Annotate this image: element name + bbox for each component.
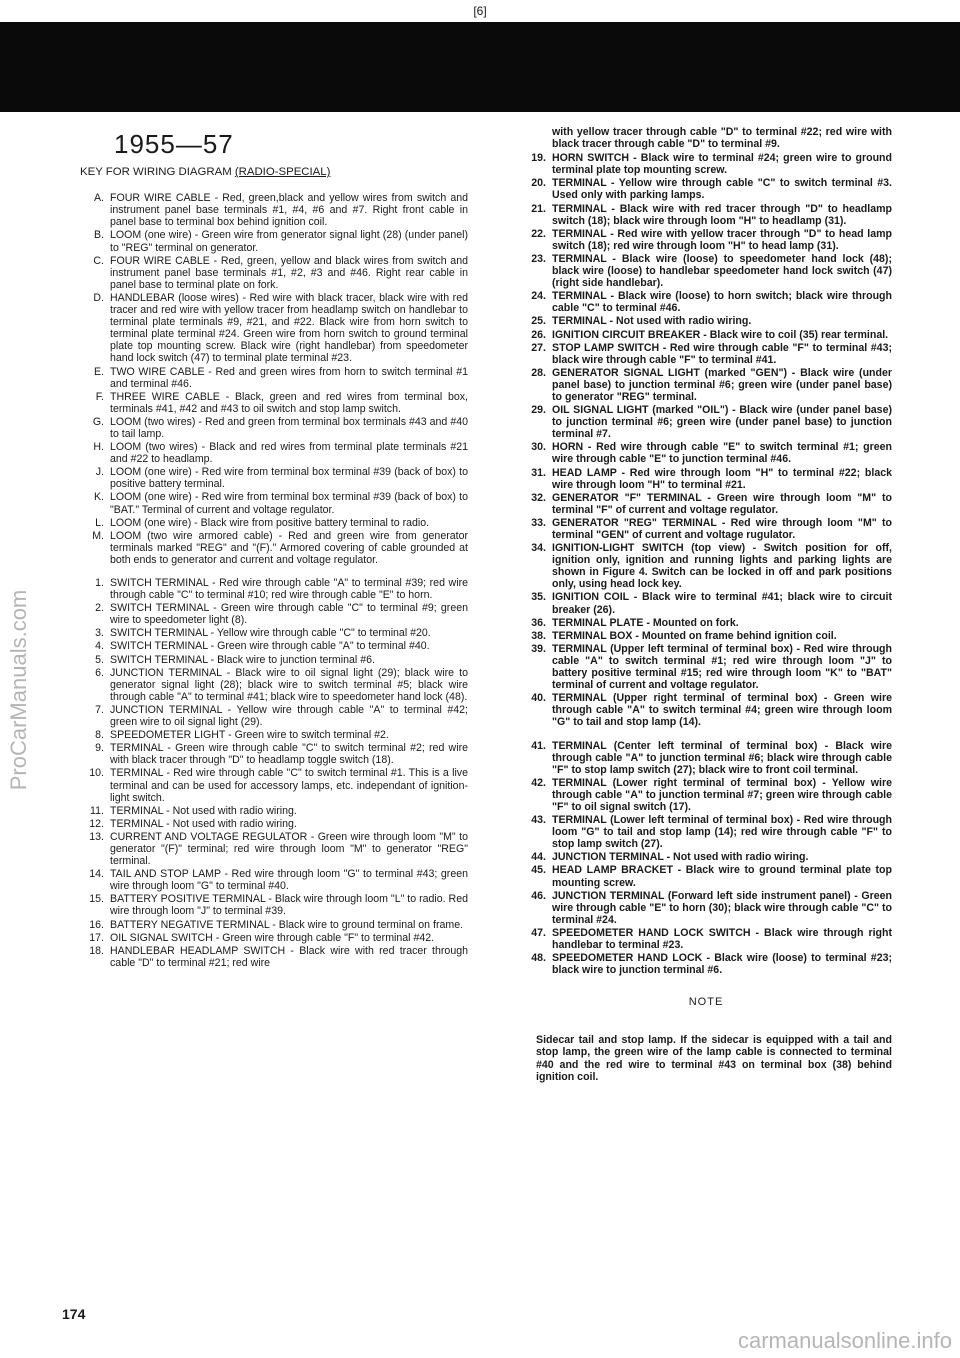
list-item: [78, 192, 468, 228]
item-text: TERMINAL - Black wire (loose) to speedometer hand lock (48); black wire (loose) to handlebar speedometer hand lock switch (47) (right side handlebar).: [552, 252, 892, 290]
item-text: LOOM (one wire) - Red wire from terminal box terminal #39 (back of box) to "BAT." Terminal of current and voltage regulator.: [110, 491, 468, 516]
list-item: [78, 441, 468, 465]
list-item: [520, 692, 892, 728]
item-number: M.: [92, 529, 104, 542]
item-number: 18.: [89, 944, 104, 957]
list-item: [520, 342, 892, 366]
item-number: 9.: [95, 742, 104, 755]
item-text: IGNITION CIRCUIT BREAKER - Black wire to coil (35) rear terminal.: [552, 328, 889, 341]
item-number: 21.: [531, 202, 546, 215]
list-item: [520, 329, 892, 341]
list-item: [520, 777, 892, 813]
item-number: 19.: [531, 152, 546, 165]
list-item: [520, 467, 892, 491]
item-text: IGNITION-LIGHT SWITCH (top view) - Switch position for off, ignition only, ignition and running lights and parking lights are shown in Figure 4. Switch can be locked in off and park positions only, using head lock key.: [552, 542, 892, 591]
item-text: BATTERY NEGATIVE TERMINAL - Black wire to ground terminal on frame.: [110, 918, 464, 931]
item-text: OIL SIGNAL SWITCH - Green wire through cable "F" to terminal #42.: [110, 931, 435, 944]
key-title: [80, 166, 468, 178]
list-item: [78, 640, 468, 652]
item-text: JUNCTION TERMINAL - Not used with radio wiring.: [552, 851, 809, 864]
list-item: [520, 404, 892, 440]
item-text: SWITCH TERMINAL - Red wire through cable "A" to terminal #39; red wire through cable "C" to terminal #10; red wire through cable "E" to horn.: [110, 577, 468, 602]
item-text: JUNCTION TERMINAL - Black wire to oil signal light (29); black wire to generator signal light (28); black wire to switch terminal #5; black wire through cable "A" to terminal #41; black wire to speedometer hand lock (48).: [110, 666, 468, 703]
item-number: F.: [95, 390, 104, 403]
list-item: [78, 742, 468, 766]
list-item: [78, 292, 468, 365]
note-text: Sidecar tail and stop lamp. If the sidecar is equipped with a tail and stop lamp, the green wire of the lamp cable is connected to terminal #40 and the red wire to terminal #43 on terminal box (38) behind ignition coil.: [536, 1034, 892, 1083]
item-number: 14.: [89, 868, 104, 881]
list-item: [78, 945, 468, 969]
item-number: G.: [92, 415, 104, 428]
item-text: HANDLEBAR (loose wires) - Red wire with black tracer, black wire with red tracer and red wire with yellow tracer from headlamp switch on handlebar to terminal plate terminals #9, #21, and #22. Black wire from horn switch to terminal plate terminal #24. Green wire from horn switch to ground terminal plate top mounting screw. Black wire (right handlebar) from speedometer hand lock switch (47) to terminal plate terminal #23.: [110, 291, 468, 365]
item-text: TERMINAL - Green wire through cable "C" to switch terminal #2; red wire with black tracer through "D" to headlamp toggle switch (18).: [110, 742, 468, 767]
item-text: LOOM (two wire armored cable) - Red and green wire from generator terminals marked "REG" and "(F)." Armored covering of cable grounded at both ends to generator and current and voltage regulator.: [110, 529, 468, 566]
key-title-prefix: KEY FOR WIRING DIAGRAM: [80, 166, 235, 179]
section-gap: [520, 730, 892, 740]
list-item: [520, 177, 892, 201]
right-item-list-b: [520, 740, 892, 977]
item-text: TERMINAL - Yellow wire through cable "C" to switch terminal #3. Used only with parking lamps.: [552, 177, 892, 202]
right-column: [520, 126, 892, 1083]
item-number: 42.: [531, 776, 546, 789]
right-item-list-a: [520, 152, 892, 728]
item-number: 30.: [531, 441, 546, 454]
list-item: [520, 290, 892, 314]
item-number: 38.: [531, 629, 546, 642]
item-number: 36.: [531, 616, 546, 629]
item-number: 29.: [531, 404, 546, 417]
item-number: 46.: [531, 889, 546, 902]
item-number: 10.: [89, 767, 104, 780]
list-item: [520, 740, 892, 776]
list-item: [78, 229, 468, 253]
item-text: STOP LAMP SWITCH - Red wire through cable "F" to terminal #43; black wire through cable "F" to terminal #41.: [552, 341, 892, 366]
item-number: 6.: [95, 666, 104, 679]
item-number: 22.: [531, 227, 546, 240]
item-text: HORN SWITCH - Black wire to terminal #24; green wire to ground terminal plate top mounting screw.: [552, 152, 892, 177]
item-text: GENERATOR SIGNAL LIGHT (marked "GEN") - Black wire (under panel base) to junction terminal #6; green wire (under panel base) to generator "REG" terminal.: [552, 366, 892, 403]
page-header-tag: [6]: [473, 4, 487, 18]
item-text: TERMINAL - Black wire with red tracer through "D" to headlamp switch (18); black wire through loom "H" to headlamp (31).: [552, 202, 892, 227]
list-item: [520, 952, 892, 976]
left-watermark: [6, 560, 32, 820]
item-number: E.: [93, 365, 104, 378]
list-item: [520, 441, 892, 465]
page-number: 174: [62, 1306, 86, 1322]
letter-item-list: [78, 192, 468, 566]
item-number: 26.: [531, 328, 546, 341]
item-text: TERMINAL PLATE - Mounted on fork.: [552, 616, 739, 629]
list-item: [78, 491, 468, 515]
item-number: 25.: [531, 315, 546, 328]
list-item: [78, 416, 468, 440]
item-number: 2.: [95, 602, 104, 615]
list-item: [78, 627, 468, 639]
item-text: JUNCTION TERMINAL - Yellow wire through cable "A" to terminal #42; green wire to oil signal light (29).: [110, 703, 468, 729]
item-text: BATTERY POSITIVE TERMINAL - Black wire through loom "L" to radio. Red wire through loom "J" to terminal #39.: [110, 893, 468, 918]
item-text: HORN - Red wire through cable "E" to switch terminal #1; green wire through cable "E" to junction terminal #46.: [552, 441, 892, 466]
item-number: B.: [93, 229, 104, 242]
item-number: 1.: [95, 577, 104, 589]
item-text: HANDLEBAR HEADLAMP SWITCH - Black wire with red tracer through cable "D" to terminal #21; red wire: [110, 944, 468, 969]
item-number: 23.: [531, 252, 546, 265]
list-item: [520, 617, 892, 629]
item-text: OIL SIGNAL LIGHT (marked "OIL") - Black wire (under panel base) to junction terminal #6; green wire (under panel base) to junction terminal #7.: [552, 404, 892, 441]
item-text: JUNCTION TERMINAL (Forward left side instrument panel) - Green wire through cable "E" to horn (30); black wire through cable "C" to terminal #24.: [552, 889, 892, 926]
item-text: LOOM (two wires) - Red and green from terminal box terminals #43 and #40 to tail lamp.: [110, 415, 468, 440]
list-item: [520, 203, 892, 227]
item-text: SPEEDOMETER LIGHT - Green wire to switch terminal #2.: [110, 729, 389, 742]
item-text: TERMINAL - Not used with radio wiring.: [552, 315, 752, 328]
item-text: TERMINAL - Not used with radio wiring.: [110, 817, 297, 830]
item-number: 17.: [89, 931, 104, 944]
item-text: LOOM (one wire) - Red wire from terminal box terminal #39 (back of box) to positive battery terminal.: [110, 466, 468, 491]
list-item: [520, 253, 892, 289]
list-item: [78, 932, 468, 944]
item-number: 20.: [531, 177, 546, 190]
item-text: LOOM (one wire) - Green wire from generator signal light (28) (under panel) to "REG" terminal on generator.: [110, 229, 468, 254]
item-number: 5.: [95, 653, 104, 666]
list-item: [520, 542, 892, 590]
item-number: H.: [93, 441, 104, 454]
item-number: K.: [93, 491, 104, 504]
list-item: [78, 893, 468, 917]
key-title-underlined: (RADIO-SPECIAL): [234, 166, 331, 179]
item-text: CURRENT AND VOLTAGE REGULATOR - Green wire through loom "M" to generator "(F)" terminal; red wire through loom "M" to generator "REG" terminal.: [110, 830, 468, 868]
item-text: TERMINAL (Lower left terminal of terminal box) - Red wire through loom "G" to tail and stop lamp (14); red wire through cable "F" to stop lamp switch (27).: [552, 814, 892, 851]
item-number: 8.: [95, 729, 104, 742]
section-gap: [78, 567, 468, 577]
item-number: 39.: [531, 642, 546, 655]
left-watermark-text: ProCarManuals.com: [6, 589, 31, 791]
left-column: [78, 120, 468, 970]
item-text: SWITCH TERMINAL - Green wire through cable "C" to terminal #9; green wire to speedometer light (8).: [110, 602, 468, 627]
list-item: [520, 591, 892, 615]
item-number: J.: [95, 466, 104, 479]
list-item: [520, 927, 892, 951]
item-number: 24.: [531, 290, 546, 303]
item-text: GENERATOR "REG" TERMINAL - Red wire through loom "M" to terminal "GEN" of current and voltage rugulator.: [552, 516, 892, 541]
list-item: [520, 517, 892, 541]
item-text: HEAD LAMP BRACKET - Black wire to ground terminal plate top mounting screw.: [552, 864, 892, 889]
list-item: [78, 654, 468, 666]
list-item: [78, 366, 468, 390]
item-number: 48.: [531, 952, 546, 965]
number-item-list: [78, 577, 468, 969]
item-text: FOUR WIRE CABLE - Red, green, yellow and black wires from switch and instrument panel base terminals #1, #2, #3 and #46. Right rear cable in panel base to terminal plate on fork.: [110, 254, 468, 291]
list-item: [78, 704, 468, 728]
item-number: 41.: [531, 739, 546, 752]
list-item: [78, 517, 468, 529]
item-text: HEAD LAMP - Red wire through loom "H" to terminal #22; black wire through loom "H" to terminal #21.: [552, 466, 892, 491]
list-item: [78, 919, 468, 931]
item-number: 47.: [531, 926, 546, 939]
list-item: [520, 315, 892, 327]
item-text: TERMINAL - Red wire through cable "C" to switch terminal #1. This is a live terminal and can be used for accessory lamps, etc. independant of ignition-light switch.: [110, 767, 468, 804]
item-number: 3.: [95, 627, 104, 640]
item-text: TAIL AND STOP LAMP - Red wire through loom "G" to terminal #43; green wire through loom "G" to terminal #40.: [110, 868, 468, 893]
list-item: [78, 255, 468, 291]
note-title: NOTE: [688, 996, 724, 1009]
item-number: C.: [93, 254, 104, 267]
list-item: [78, 868, 468, 892]
list-item: [78, 767, 468, 803]
list-item: [78, 466, 468, 490]
list-item: [520, 643, 892, 691]
item-number: 28.: [531, 366, 546, 379]
list-item: [78, 391, 468, 415]
bottom-watermark: carmanualsonline.info: [737, 1328, 952, 1353]
item-text: TERMINAL BOX - Mounted on frame behind ignition coil.: [552, 629, 837, 642]
item-text: LOOM (two wires) - Black and red wires from terminal plate terminals #21 and #22 to headlamp.: [110, 441, 468, 466]
item-number: 45.: [531, 864, 546, 877]
item-number: 27.: [531, 341, 546, 354]
item-text: TERMINAL - Black wire (loose) to horn switch; black wire through cable "C" to terminal #46.: [552, 290, 892, 315]
item-text: GENERATOR "F" TERMINAL - Green wire through loom "M" to terminal "F" of current and voltage regulator.: [552, 491, 892, 516]
item-number: 11.: [90, 804, 104, 817]
item-number: 33.: [531, 516, 546, 529]
continued-text: with yellow tracer through cable "D" to terminal #22; red wire with black tracer through cable "D" to terminal #9.: [552, 126, 892, 151]
item-number: 12.: [89, 817, 104, 830]
list-item: [78, 831, 468, 867]
item-number: 34.: [531, 542, 546, 555]
item-text: TERMINAL (Center left terminal of terminal box) - Black wire through cable "A" to junction terminal #6; black wire through cable "F" to stop lamp switch (27); black wire to front coil terminal.: [552, 739, 892, 776]
item-text: SWITCH TERMINAL - Black wire to junction terminal #6.: [110, 653, 375, 666]
item-number: 44.: [531, 851, 546, 864]
item-number: 40.: [531, 692, 546, 705]
list-item: [520, 492, 892, 516]
item-text: TERMINAL (Upper right terminal of terminal box) - Green wire through cable "A" to switch terminal #4; green wire through loom "G" to tail and stop lamp (14).: [552, 692, 892, 729]
item-number: 4.: [95, 640, 104, 653]
list-item: [520, 864, 892, 888]
item-text: TERMINAL (Lower right terminal of terminal box) - Yellow wire through cable "A" to junction terminal #7; green wire through cable "F" to oil signal switch (17).: [552, 776, 892, 813]
item-text: SWITCH TERMINAL - Green wire through cable "A" to terminal #40.: [110, 640, 430, 653]
item-text: IGNITION COIL - Black wire to terminal #41; black wire to circuit breaker (26).: [552, 591, 892, 616]
item-text: TERMINAL - Not used with radio wiring.: [110, 804, 297, 817]
list-item: [520, 228, 892, 252]
list-item: [520, 814, 892, 850]
item-text: SWITCH TERMINAL - Yellow wire through cable "C" to terminal #20.: [110, 627, 431, 640]
header-black-band: [0, 22, 960, 112]
list-item: [78, 805, 468, 817]
item-text: FOUR WIRE CABLE - Red, green,black and yellow wires from switch and instrument panel base terminals #1, #4, #6 and #7. Right front cable in panel base to terminal box behind ignition coil.: [110, 192, 468, 229]
item-text: TERMINAL (Upper left terminal of terminal box) - Red wire through cable "A" to switch terminal #1; red wire through loom "J" to battery positive terminal #15; red wire through loom "K" to "BAT" terminal of current and voltage regulator.: [552, 642, 892, 692]
item-number: D.: [93, 291, 104, 304]
list-item: [520, 630, 892, 642]
list-item: [78, 667, 468, 703]
list-item: [520, 851, 892, 863]
item-text: TERMINAL - Red wire with yellow tracer through "D" to head lamp switch (18); red wire through loom "H" to head lamp (31).: [552, 227, 892, 252]
item-number: 16.: [89, 918, 104, 931]
item-number: 7.: [95, 703, 104, 716]
list-item: [78, 530, 468, 566]
item-number: L.: [95, 516, 104, 529]
list-item: [78, 577, 468, 601]
list-item: [78, 818, 468, 830]
list-item: [520, 367, 892, 403]
item-text: LOOM (one wire) - Black wire from positive battery terminal to radio.: [110, 516, 430, 529]
item-text: TWO WIRE CABLE - Red and green wires from horn to switch terminal #1 and terminal #46.: [110, 365, 468, 390]
item-number: 13.: [89, 830, 104, 843]
year-heading: 1955—57: [114, 129, 234, 159]
item-text: THREE WIRE CABLE - Black, green and red wires from terminal box, terminals #41, #42 and #43 to oil switch and stop lamp switch.: [110, 390, 468, 415]
item-text: SPEEDOMETER HAND LOCK SWITCH - Black wire through right handlebar to terminal #23.: [552, 926, 892, 951]
item-number: 43.: [531, 814, 546, 827]
item-number: 31.: [531, 466, 546, 479]
item-number: 35.: [531, 591, 546, 604]
item-number: 15.: [89, 893, 104, 906]
list-item: [520, 152, 892, 176]
item-number: A.: [93, 192, 104, 205]
list-item: [520, 890, 892, 926]
list-item: [78, 729, 468, 741]
item-number: 32.: [531, 491, 546, 504]
item-text: SPEEDOMETER HAND LOCK - Black wire (loose) to terminal #23; black wire to junction terminal #6.: [552, 952, 892, 977]
list-item: [78, 602, 468, 626]
